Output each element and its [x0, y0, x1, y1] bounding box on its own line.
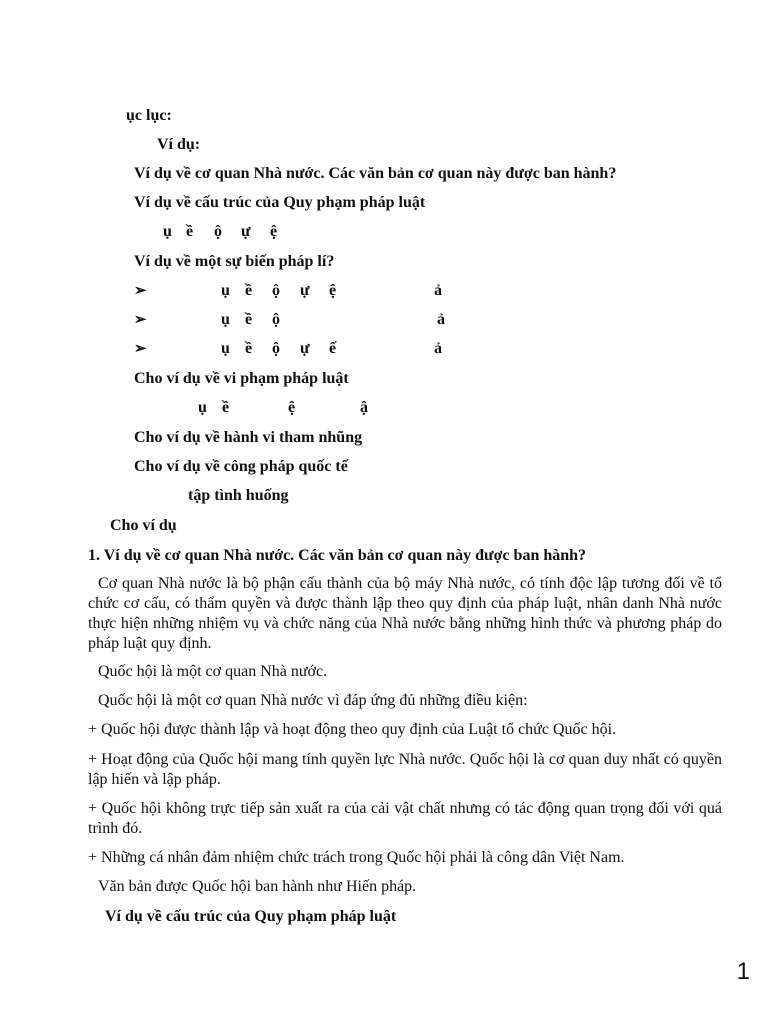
arrow-bullet-icon: ➢: [134, 283, 147, 299]
toc-fragment: ụ: [163, 223, 172, 240]
toc-fragment: ộ: [272, 282, 280, 299]
toc-item-1: Ví dụ về cơ quan Nhà nước. Các văn bản cơ quan này được ban hành?: [134, 165, 617, 182]
toc-item-4: Cho ví dụ về vi phạm pháp luật: [134, 370, 349, 387]
section-1-paragraph-4: Văn bản được Quốc hội ban hành như Hiến pháp.: [98, 878, 417, 895]
arrow-bullet-icon: ➢: [134, 312, 147, 328]
toc-item-5: Cho ví dụ về hành vi tham nhũng: [134, 429, 363, 446]
toc-fragment: ề: [245, 311, 253, 328]
toc-fragment: ệ: [288, 399, 296, 416]
toc-item-7: tập tình huống: [188, 487, 289, 504]
toc-fragment: ộ: [272, 311, 280, 328]
toc-fragment: ề: [186, 223, 194, 240]
toc-fragment: ả: [437, 311, 445, 328]
toc-fragment: ế: [329, 340, 337, 357]
toc-vidu: Ví dụ:: [157, 136, 201, 153]
toc-fragment: ụ: [221, 311, 230, 328]
section-1-point-2: + Hoạt động của Quốc hội mang tính quyền lực Nhà nước. Quốc hội là cơ quan duy nhất có quyền lập hiến và lập pháp.: [88, 751, 722, 788]
toc-fragment: ộ: [214, 223, 222, 240]
section-1-title: 1. Ví dụ về cơ quan Nhà nước. Các văn bản cơ quan này được ban hành?: [88, 547, 587, 564]
toc-fragment: ự: [300, 340, 310, 357]
section-1-point-1: + Quốc hội được thành lập và hoạt động theo quy định của Luật tổ chức Quốc hội.: [88, 721, 617, 738]
toc-fragment: ộ: [272, 340, 280, 357]
toc-item-8: Cho ví dụ: [110, 517, 177, 534]
toc-fragment: ự: [300, 282, 310, 299]
section-1-paragraph-1: Cơ quan Nhà nước là bộ phận cấu thành của bộ máy Nhà nước, có tính độc lập tương đối về tổ chức cơ cấu, có thẩm quyền và được thành lập theo quy định của pháp luật, nhân danh Nhà nước thực hiện những nhiệm vụ và chức năng của Nhà nước bằng những hình thức và phương pháp do pháp luật quy định.: [88, 575, 722, 652]
toc-fragment: ệ: [270, 223, 278, 240]
page-number: 1: [736, 958, 750, 985]
section-1-paragraph-3: Quốc hội là một cơ quan Nhà nước vì đáp ứng đủ những điều kiện:: [98, 692, 528, 709]
toc-fragment: ề: [245, 340, 253, 357]
section-1-point-3: + Quốc hội không trực tiếp sản xuất ra của cải vật chất nhưng có tác động quan trọng đối với quá trình đó.: [88, 800, 722, 837]
toc-fragment: ề: [222, 399, 230, 416]
section-2-title: Ví dụ về cấu trúc của Quy phạm pháp luật: [105, 908, 397, 925]
toc-item-3: Ví dụ về một sự biến pháp lí?: [134, 253, 335, 270]
toc-fragment: ả: [434, 282, 442, 299]
toc-fragment: ự: [241, 223, 251, 240]
toc-fragment: ụ: [221, 340, 230, 357]
toc-fragment: ụ: [221, 282, 230, 299]
toc-fragment: ề: [245, 282, 253, 299]
toc-item-6: Cho ví dụ về công pháp quốc tế: [134, 458, 348, 475]
toc-fragment: ả: [434, 340, 442, 357]
toc-fragment: ụ: [198, 399, 207, 416]
toc-item-2: Ví dụ về cấu trúc của Quy phạm pháp luật: [134, 194, 426, 211]
section-1-point-4: + Những cá nhân đảm nhiệm chức trách trong Quốc hội phải là công dân Việt Nam.: [88, 849, 625, 866]
arrow-bullet-icon: ➢: [134, 341, 147, 357]
toc-fragment: ậ: [360, 399, 368, 416]
toc-fragment: ệ: [329, 282, 337, 299]
toc-heading: ục lục:: [126, 107, 172, 124]
section-1-paragraph-2: Quốc hội là một cơ quan Nhà nước.: [98, 663, 328, 680]
